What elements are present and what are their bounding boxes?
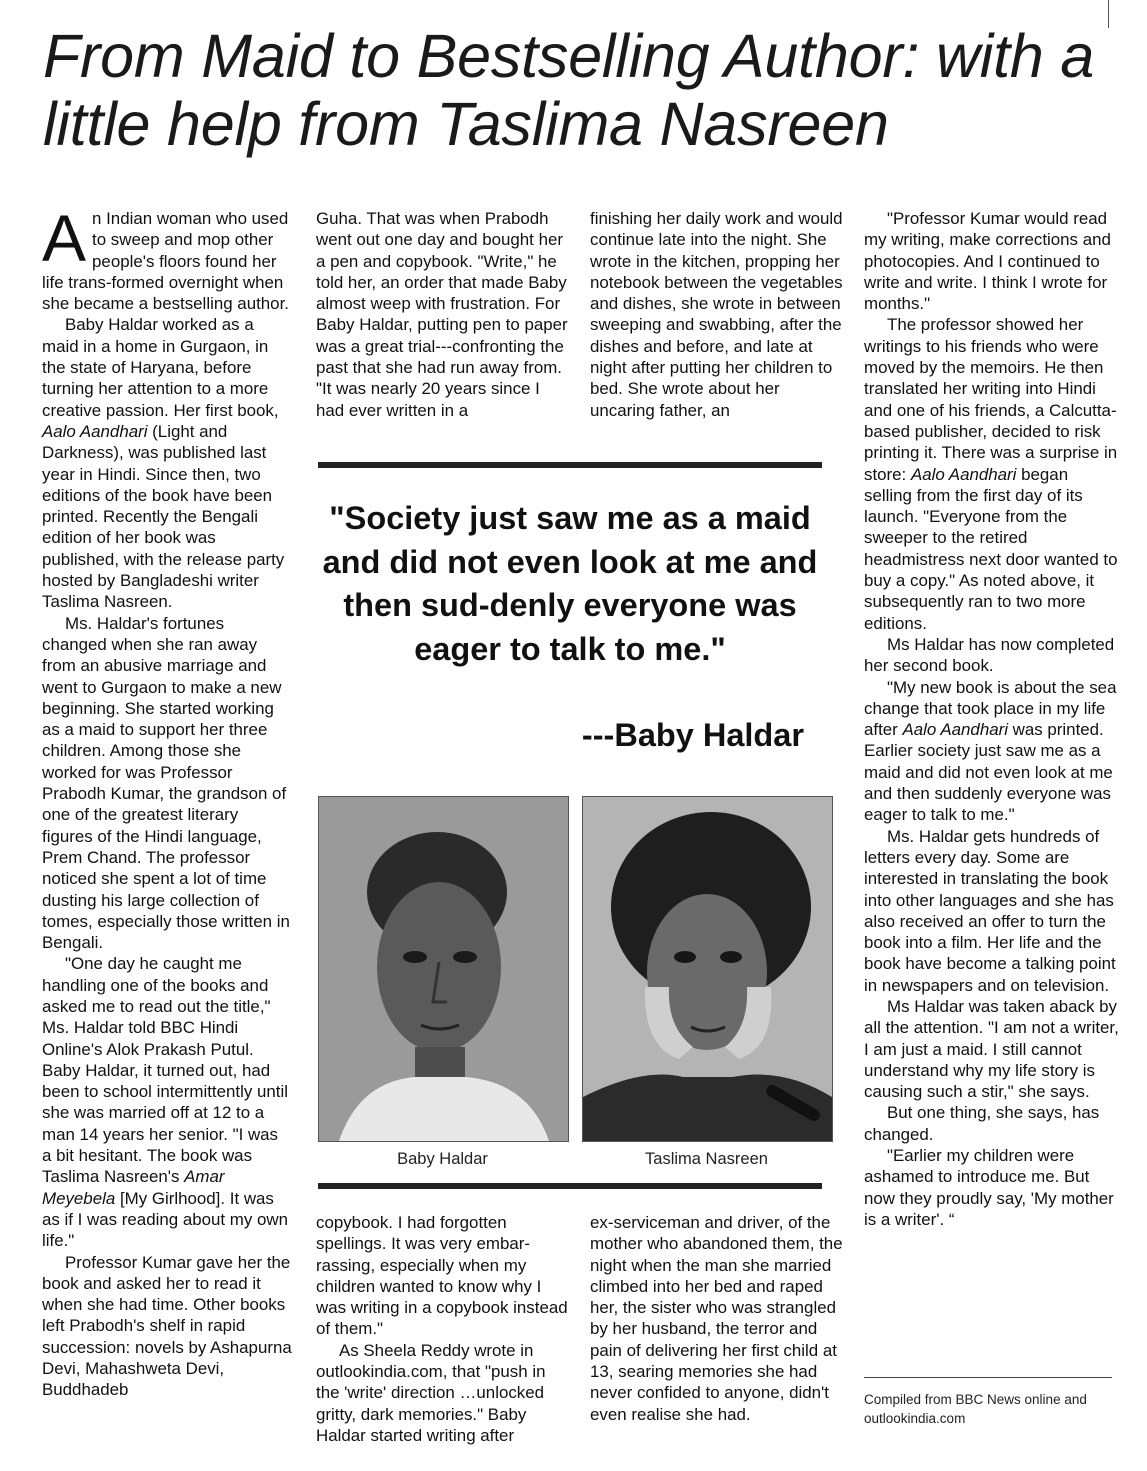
pull-quote: "Society just saw me as a maid and did not even look at me and then sud-denly everyone was eager to talk to me." xyxy=(322,500,818,667)
portrait-illustration xyxy=(319,797,568,1141)
paragraph: Ms. Haldar's fortunes changed when she ran away from an abusive marriage and went to Gurgaon to make a new beginning. She started working as a maid to support her three children. Among those she worked for was Professor Prabodh Kumar, the grandson of one of the greatest literary figures of the Hindi language, Prem Chand. The professor noticed she spent a lot of time dusting his large collection of tomes, especially those written in Bengali. xyxy=(42,613,290,953)
paragraph: But one thing, she says, has changed. xyxy=(864,1103,1100,1144)
paragraph: The professor showed her writings to his friends who were moved by the memoirs. He then translated her writing into Hindi and one of his friends, a Calcutta-based publisher, decided to risk printing it. There was a surprise in store: Aalo Aandhari began selling from the first day of its launch. "Everyone from the sweeper to the retired headmistress next door wanted to buy a copy." As noted above, it subsequently ran to two more editions. xyxy=(864,315,1118,633)
paragraph: Ms. Haldar gets hundreds of letters every day. Some are interested in translating the book into other languages and she has also received an offer to turn the book into a film. Her life and the book have become a talking point in newspapers and on television. xyxy=(864,826,1116,995)
headline: From Maid to Bestselling Author: with a little help from Taslima Nasreen xyxy=(43,22,1095,158)
paragraph: Guha. That was when Prabodh went out one day and bought her a pen and copybook. "Write," he told her, an order that made Baby almost weep with frustration. For Baby Haldar, putting pen to paper was a great trial---confronting the past that she had run away from. "It was nearly 20 years since I had ever written in a xyxy=(316,209,568,420)
paragraph: "My new book is about the sea change that took place in my life after Aalo Aandhari was printed. Earlier society just saw me as a maid and did not even look at me and then suddenly everyone was eager to talk to me." xyxy=(864,677,1117,825)
photo-caption-left: Baby Haldar xyxy=(397,1150,488,1168)
pull-quote-attribution: ---Baby Haldar xyxy=(581,717,804,753)
paragraph: Ms Haldar was taken aback by all the attention. "I am not a writer, I am just a maid. I still cannot understand why my life story is causing such a stir," she says. xyxy=(864,996,1119,1102)
book-title: Aalo Aandhari xyxy=(910,464,1017,484)
source-credit: Compiled from BBC News online and outlookindia.com xyxy=(864,1392,1087,1426)
column-3-bottom xyxy=(590,1212,844,1425)
column-2-top xyxy=(316,208,570,421)
pull-quote-rule-top xyxy=(318,462,822,468)
paragraph: As Sheela Reddy wrote in outlookindia.com, that "push in the 'write' direction …unlocked gritty, dark memories." Baby Haldar started writing after xyxy=(316,1340,546,1445)
book-title: Aalo Aandhari xyxy=(42,421,148,441)
column-4 xyxy=(864,208,1120,1230)
column-3-top xyxy=(590,208,844,421)
paragraph: "Earlier my children were ashamed to introduce me. But now they proudly say, 'My mother is a writer'. “ xyxy=(864,1146,1114,1229)
portrait-illustration xyxy=(583,797,832,1141)
photo-baby-haldar xyxy=(318,796,569,1142)
column-2-bottom xyxy=(316,1212,570,1446)
paragraph: "One day he caught me handling one of the books and asked me to read out the title," Ms. Haldar told BBC Hindi Online's Alok Prakash Putul. Baby Haldar, it turned out, had been to school intermittently until she was married off at 12 to a man 14 years her senior. "I was a bit hesitant. The book was Taslima Nasreen's Amar Meyebela [My Girlhood]. It was as if I was reading about my own life." xyxy=(42,954,288,1251)
paragraph: finishing her daily work and would continue late into the night. She wrote in the kitchen, propping her notebook between the vegetables and dishes, she wrote in between sweeping and swabbing, after the dishes and before, and late at night after putting her children to bed. She wrote about her uncaring father, an xyxy=(590,209,843,420)
paragraph: "Professor Kumar would read my writing, make corrections and photocopies. And I continued to write and write. I think I wrote for months." xyxy=(864,209,1111,314)
book-title: Amar Meyebela xyxy=(42,1167,225,1208)
credit-rule xyxy=(864,1377,1112,1378)
photo-caption-right: Taslima Nasreen xyxy=(645,1150,768,1168)
column-1 xyxy=(42,201,292,1401)
paragraph: Baby Haldar worked as a maid in a home in Gurgaon, in the state of Haryana, before turning her attention to a more creative passion. Her first book, Aalo Aandhari (Light and Darkness), was published last year in Hindi. Since then, two editions of the book have been printed. Recently the Bengali edition of her book was published, with the release party hosted by Bangladeshi writer Taslima Nasreen. xyxy=(42,315,285,612)
paragraph: Ms Haldar has now completed her second book. xyxy=(864,634,1115,676)
lead-paragraph: An Indian woman who used to sweep and mop other people's floors found her life trans-formed overnight when she became a bestselling author. xyxy=(42,201,289,314)
paragraph: ex-serviceman and driver, of the mother who abandoned them, the night when the man she married climbed into her bed and raped her, the sister who was strangled by her husband, the terror and pain of delivering her first child at 13, searing memories she had never confided to anyone, didn't even realise she had. xyxy=(590,1213,843,1424)
paragraph: Professor Kumar gave her the book and asked her to read it when she had time. Other books left Prabodh's shelf in rapid succession: novels by Ashapurna Devi, Mahashweta Devi, Buddhadeb xyxy=(42,1252,292,1400)
photo-rule-bottom xyxy=(318,1183,822,1189)
photo-taslima-nasreen xyxy=(582,796,833,1142)
paragraph: copybook. I had forgotten spellings. It was very embar-rassing, especially when my children wanted to know why I was writing in a copybook instead of them." xyxy=(316,1213,568,1339)
book-title: Aalo Aandhari xyxy=(902,720,1008,740)
drop-cap: A xyxy=(42,201,87,275)
